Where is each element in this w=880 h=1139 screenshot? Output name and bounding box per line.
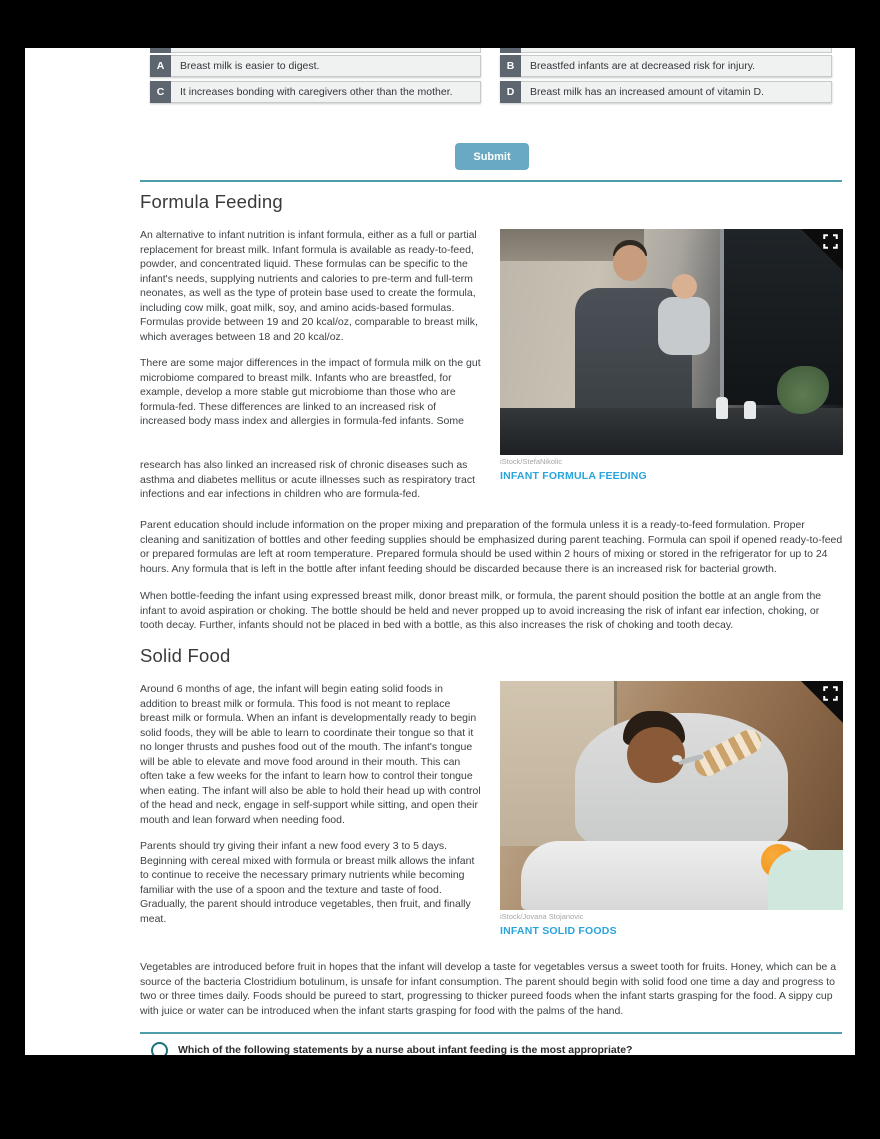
expand-icon[interactable]	[823, 234, 838, 249]
bottle-shape	[716, 397, 728, 419]
solid-food-heading: Solid Food	[140, 645, 231, 666]
lesson-page	[25, 48, 855, 1055]
paragraph: An alternative to infant nutrition is infant formula, either as a full or partial replacement for breast milk. Infant formula is available as ready-to-feed, powder, and concentrated liquid. These formulas can be specific to the infant's needs, supplying nutrients and calories to pre-term and full-term neonates, as well as the type of protein base used to create the formula, including cow milk, goat milk, soy, and amino acids-based formulas. Formulas provide between 19 and 20 kcal/oz, comparable to breast milk, which averages between 18 and 20 kcal/oz.	[140, 229, 478, 343]
answer-option-c[interactable]	[150, 81, 481, 103]
formula-feeding-text-column	[140, 228, 481, 441]
clipped-option-box	[521, 48, 832, 53]
option-text: Breast milk is easier to digest.	[171, 55, 481, 77]
father-head-shape	[613, 245, 647, 281]
formula-feeding-photo	[500, 229, 843, 455]
answer-option-d[interactable]	[500, 81, 832, 103]
section-divider	[140, 1032, 842, 1034]
paragraph: There are some major differences in the impact of formula milk on the gut microbiome compared to breast milk. Infants who are breastfed, for example, develop a more stable gut microbiome than those who are formula-fed. These differences are linked to an increased risk of increased body mass index and allergies in formula-fed infants. Some	[140, 357, 481, 427]
option-text: Breastfed infants are at decreased risk for injury.	[521, 55, 832, 77]
solid-food-fullwidth	[140, 960, 846, 1030]
clipped-option-badge	[150, 48, 171, 53]
paragraph: Vegetables are introduced before fruit in hopes that the infant will develop a taste for vegetables versus a sweet tooth for fruits. Honey, which can be a source of the bacteria Clostridium botulinum, is unsafe for infant consumption. The parent should begin with solid food one time a day and progress to two or three times daily. Foods should be pureed to start, progressing to thicker pureed foods when the infant starts grasping for the food. A sippy cup with juice or water can be introduced when the infant starts grasping for food with the palms of the hand.	[140, 961, 837, 1017]
formula-feeding-fullwidth-2	[140, 589, 844, 645]
answer-option-a[interactable]	[150, 55, 481, 77]
solid-food-text-column	[140, 682, 481, 938]
paragraph: Parents should try giving their infant a new food every 3 to 5 days. Beginning with cereal mixed with formula or breast milk allows the infant to continue to receive the necessary primary nutrients while becoming familiar with the use of a spoon and the texture and taste of food. Gradually, the parent should introduce vegetables, then fruit, and finally meat.	[140, 840, 475, 925]
paragraph: When bottle-feeding the infant using expressed breast milk, donor breast milk, or formula, the parent should position the bottle at an angle from the infant to avoid aspiration or choking. The bottle should be held and never propped up to avoid increasing the risk of infant ear infection, choking, or tooth decay. Further, infants should not be placed in bed with a bottle, as this also increases the risk of choking and tooth decay.	[140, 590, 822, 631]
paragraph: research has also linked an increased risk of chronic diseases such as asthma and diabetes mellitus or acute illnesses such as respiratory tract infections and ear infections in children who are formula-fed.	[140, 459, 475, 500]
clipped-option-box	[171, 48, 481, 53]
submit-button[interactable]: Submit	[455, 143, 529, 170]
solid-food-figure	[500, 681, 843, 937]
formula-feeding-fullwidth-1	[140, 518, 844, 588]
option-letter-badge: D	[500, 81, 521, 103]
question-icon	[151, 1042, 168, 1055]
option-letter-badge: A	[150, 55, 171, 77]
option-text: Breast milk has an increased amount of vitamin D.	[521, 81, 832, 103]
image-credit: iStock/Jovana Stojanovic	[500, 912, 584, 921]
expand-icon[interactable]	[823, 686, 838, 701]
clipped-option-fragment	[500, 48, 832, 53]
next-question-text: Which of the following statements by a nurse about infant feeding is the most appropriate?	[178, 1044, 828, 1055]
baby-head-shape	[672, 274, 697, 299]
counter-shape	[500, 408, 843, 455]
bottle-shape	[744, 401, 756, 419]
clipped-option-fragment	[150, 48, 481, 53]
paragraph: Parent education should include information on the proper mixing and preparation of the formula unless it is a ready-to-feed formulation. Proper cleaning and sanitization of bottles and other feeding supplies should be emphasized during parent teaching. Formula can spoil if opened ready-to-feed or prepared formulas are left at room temperature. Prepared formula should be used within 2 hours of mixing or stored in the refrigerator for up to 24 hours. Any formula that is left in the bottle after infant feeding should be discarded because there is an increased risk for bacterial growth.	[140, 519, 843, 575]
option-letter-badge: C	[150, 81, 171, 103]
formula-feeding-heading: Formula Feeding	[140, 191, 283, 212]
section-divider	[140, 180, 842, 182]
formula-feeding-figure	[500, 229, 843, 482]
baby-body-shape	[658, 297, 710, 355]
image-caption: INFANT FORMULA FEEDING	[500, 470, 647, 482]
image-caption: INFANT SOLID FOODS	[500, 925, 617, 937]
blanket-shape	[768, 850, 843, 910]
option-text: It increases bonding with caregivers other than the mother.	[171, 81, 481, 103]
solid-food-photo	[500, 681, 843, 910]
clipped-option-badge	[500, 48, 521, 53]
formula-feeding-text-continued	[140, 458, 481, 514]
image-credit: iStock/StefaNikolic	[500, 457, 563, 466]
option-letter-badge: B	[500, 55, 521, 77]
paragraph: Around 6 months of age, the infant will begin eating solid foods in addition to breast milk or formula. This food is not meant to replace breast milk or formula. When an infant is developmentally ready to begin solid foods, they will be able to learn to coordinate their tongue so that it no longer thrusts and pushes food out of the mouth. The infant's tongue will be able to elevate and move food around in their mouth. This can often take a few weeks for the infant to learn how to control their tongue when eating. The infant will also be able to hold their head up with control of the head and neck, engage in self-support while sitting, and open their mouth and lean forward when needing food.	[140, 683, 481, 826]
answer-option-b[interactable]	[500, 55, 832, 77]
